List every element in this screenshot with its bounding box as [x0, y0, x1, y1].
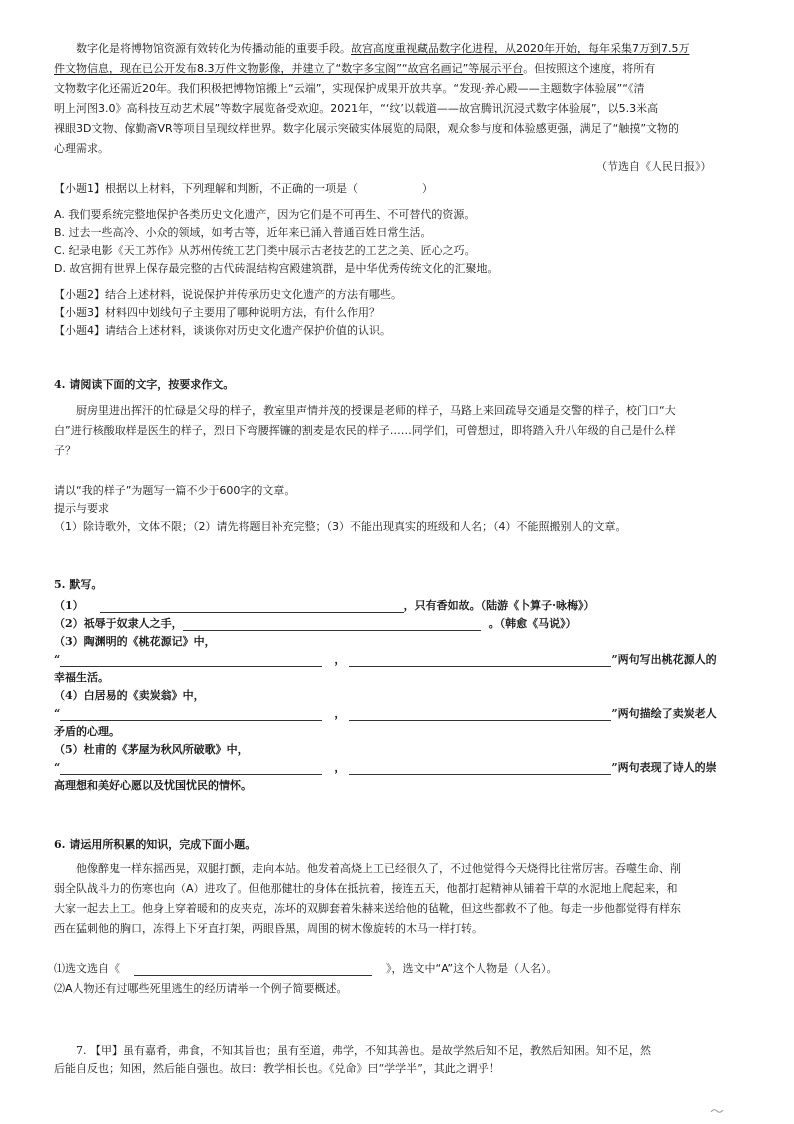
question-6-title: 6. 请运用所积累的知识，完成下面小题。 — [54, 838, 257, 851]
dictation-item-4-head: （4）白居易的《卖炭翁》中， — [54, 689, 205, 702]
question-6-sub-1 — [54, 962, 558, 976]
item-tail: 。（韩愈《马说》） — [488, 617, 577, 630]
passage-line-1 — [76, 42, 689, 56]
subquestion-2: 【小题2】结合上述材料，说说保护并传承历史文化遗产的方法有哪些。 — [54, 288, 402, 301]
open-quote: “ — [54, 761, 61, 774]
subquestion-1 — [54, 182, 433, 196]
item-tail: ”两句表现了诗人的崇 — [611, 761, 717, 774]
question-5-title: 5. 默写。 — [54, 578, 103, 591]
sub-head: ⑴选文选自《 — [54, 962, 120, 975]
dictation-item-4-line — [54, 707, 717, 721]
question-6-line-2: 弱全队战斗力的伤寒也向（A）进攻了。但他那健壮的身体在抵抗着，接连五天，他都打起精神从铺着干草的水泥地上爬起来，和 — [54, 882, 678, 895]
question-4-line-1: 厨房里进出挥汗的忙碌是父母的样子，教室里声情并茂的授课是老师的样子，马路上来回疏导交通是交警的样子，校门口“大 — [76, 404, 676, 417]
question-7-line-1: 7. 【甲】虽有嘉肴，弗食，不知其旨也；虽有至道，弗学，不知其善也。是故学然后知不足，教然后知困。知不足，然 — [76, 1044, 651, 1057]
passage-line-3: 文物数字化还需近20年。我们积极把博物馆搬上“云端”，实现保护成果开放共享。“发现·养心殿——主题数字体验展”“《清 — [54, 82, 645, 95]
answer-blank[interactable] — [60, 763, 322, 775]
open-quote: “ — [54, 653, 61, 666]
comma: ， — [334, 707, 346, 720]
passage-line-4: 明上河图3.0》高科技互动艺术展”等数字展览备受欢迎。2021年，“‘纹’以载道——故宫腾讯沉浸式数字体验展”，以5.3米高 — [54, 102, 659, 115]
question-4-title: 4. 请阅读下面的文字，按要求作文。 — [54, 378, 235, 391]
essay-task: 请以“我的样子”为题写一篇不少于600字的文章。 — [54, 484, 296, 497]
option-b: B. 过去一些高冷、小众的领域，如考古等，近年来已涌入普通百姓日常生活。 — [54, 226, 432, 239]
answer-blank[interactable] — [60, 709, 322, 721]
underlined-sentence: 故宫高度重视藏品数字化进程，从2020年开始，每年采集7万到7.5万 — [351, 42, 690, 55]
answer-blank[interactable] — [100, 601, 404, 613]
tips-title: 提示与要求 — [54, 502, 109, 515]
item-number: （1） — [54, 599, 84, 612]
sub-tail: 》，选文中“A”这个人物是（人名）。 — [386, 962, 558, 975]
passage-line-5: 裸眼3D文物、傢勤斋VR等项目呈现纹样世界。数字化展示突破实体展览的局限，观众参与度和体验感更强，满足了“触摸”文物的 — [54, 122, 680, 135]
passage-line-6: 心理需求。 — [54, 142, 109, 155]
subquestion-1-stem: 【小题1】根据以上材料，下列理解和判断，不正确的一项是（ — [54, 182, 358, 195]
question-4-line-2: 白”进行核酸取样是医生的样子，烈日下弯腰挥镰的割麦是农民的样子……同学们，可曾想过，即将踏入升八年级的自己是什么样 — [54, 424, 676, 437]
question-6-line-4: 西在猛刺他的胸口，冻得上下牙直打架，两眼昏黑，周围的树木像旋转的木马一样打转。 — [54, 922, 483, 935]
option-a: A. 我们要系统完整地保护各类历史文化遗产，因为它们是不可再生、不可替代的资源。 — [54, 208, 476, 221]
item-tail: ”两句描绘了卖炭老人 — [611, 707, 717, 720]
dictation-item-5-line — [54, 761, 717, 775]
answer-blank[interactable] — [134, 964, 372, 976]
dictation-item-2 — [54, 617, 577, 631]
answer-blank[interactable] — [349, 655, 611, 667]
passage-text: 数字化是将博物馆资源有效转化为传播动能的重要手段。 — [76, 42, 351, 55]
question-6-sub-2: ⑵A人物还有过哪些死里逃生的经历请举一个例子简要概述。 — [54, 982, 348, 995]
dictation-item-3-cont: 幸福生活。 — [54, 671, 109, 684]
question-6-line-1: 他像醉鬼一样东摇西晃，双腿打颤，走向本站。他发着高烧上工已经很久了，不过他觉得今天烧得比往常厉害。吞噬生命、削 — [76, 862, 681, 875]
subquestion-4: 【小题4】请结合上述材料，谈谈你对历史文化遗产保护价值的认识。 — [54, 324, 391, 337]
open-quote: “ — [54, 707, 61, 720]
option-d: D. 故宫拥有世界上保存最完整的古代砖混结构宫殿建筑群，是中华优秀传统文化的汇聚地。 — [54, 262, 499, 275]
close-paren: ） — [422, 182, 433, 195]
passage-line-2 — [54, 62, 655, 76]
dictation-item-3-head: （3）陶渊明的《桃花源记》中， — [54, 635, 216, 648]
comma: ， — [334, 653, 346, 666]
dictation-item-1 — [54, 599, 595, 613]
question-6-line-3: 大家一起去上工。他身上穿着暖和的皮夹克，冻坏的双脚套着朱赫来送给他的毡靴，但这些都救不了他。每走一步他都觉得有样东 — [54, 902, 681, 915]
dictation-item-4-cont: 矛盾的心理。 — [54, 725, 120, 738]
item-head: （2）祇辱于奴隶人之手， — [54, 617, 183, 630]
dictation-item-5-cont: 高理想和美好心愿以及忧国忧民的情怀。 — [54, 779, 252, 792]
answer-blank[interactable] — [183, 619, 481, 631]
dictation-item-3-line — [54, 653, 717, 667]
question-7-line-2: 后能自反也；知困，然后能自强也。故曰：教学相长也。《兑命》曰“学学半”，其此之谓乎！ — [54, 1062, 500, 1075]
answer-blank[interactable] — [60, 655, 322, 667]
passage-text: 。但按照这个速度，将所有 — [523, 62, 656, 75]
question-4-line-3: 子？ — [54, 444, 76, 457]
corner-mark-icon — [710, 1108, 724, 1114]
dictation-item-5-head: （5）杜甫的《茅屋为秋风所破歌》中， — [54, 743, 249, 756]
comma: ， — [334, 761, 346, 774]
option-c: C. 纪录电影《天工苏作》从苏州传统工艺门类中展示古老技艺的工艺之美、匠心之巧。 — [54, 244, 476, 257]
tips-list: （1）除诗歌外，文体不限；（2）请先将题目补充完整；（3）不能出现真实的班级和人名；（4）不能照搬别人的文章。 — [54, 520, 627, 533]
passage-source: （节选自《人民日报》） — [596, 160, 712, 173]
item-tail: ”两句写出桃花源人的 — [611, 653, 717, 666]
answer-blank[interactable] — [349, 763, 611, 775]
answer-blank[interactable] — [349, 709, 611, 721]
item-tail: ，只有香如故。（陆游《卜算子·咏梅》） — [403, 599, 595, 612]
subquestion-3: 【小题3】材料四中划线句子主要用了哪种说明方法，有什么作用？ — [54, 306, 380, 319]
underlined-sentence: 件文物信息，现在已公开发布8.3万件文物影像，并建立了“数字多宝阁”“故宫名画记”等展示平台 — [54, 62, 524, 75]
